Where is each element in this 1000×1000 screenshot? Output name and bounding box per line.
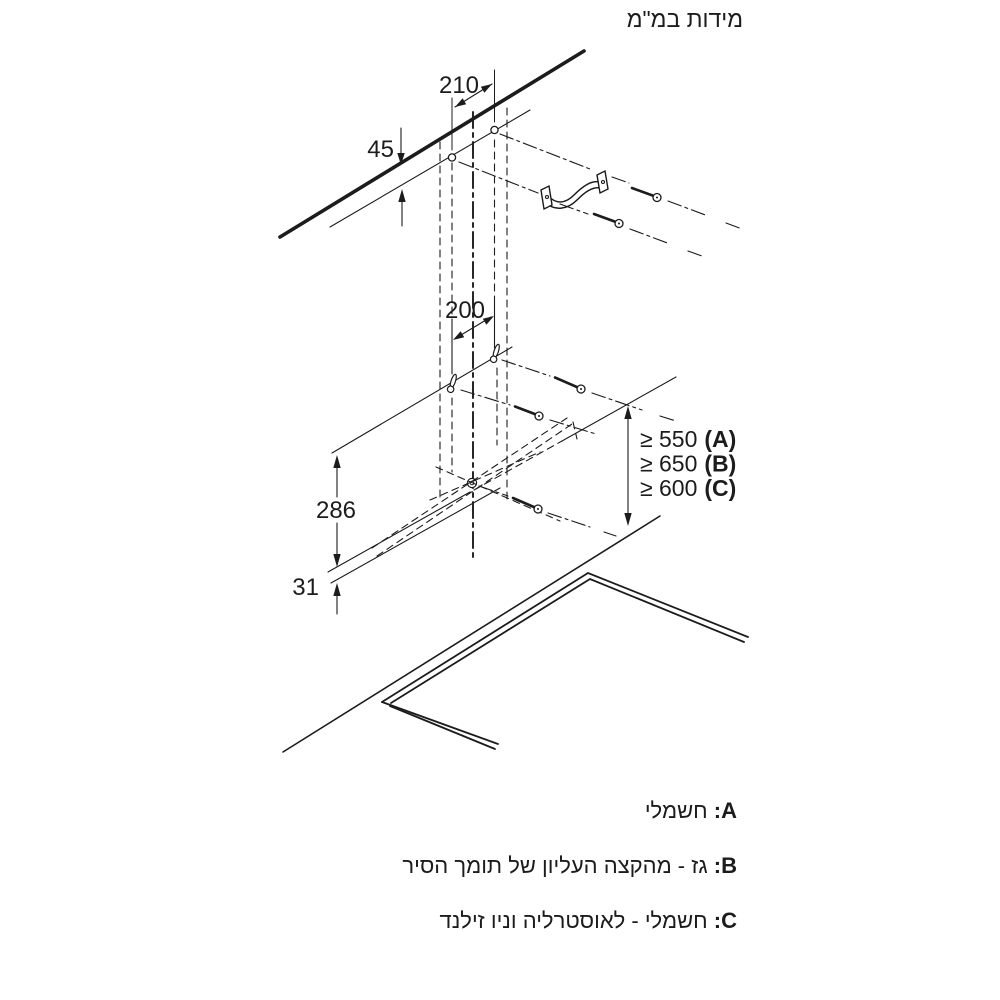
dimension-286-label: 286 — [315, 497, 357, 524]
legend-text: גז - מהקצה העליון של תומך הסיר — [402, 853, 708, 878]
screw-icon — [594, 214, 623, 228]
dimension-31 — [292, 574, 340, 614]
legend-text: חשמלי - לאוסטרליה וניו זילנד — [439, 908, 708, 933]
screw-icon — [479, 486, 616, 536]
legend-letter: A: — [713, 798, 737, 823]
legend-item-a — [402, 798, 737, 824]
screw-icon — [461, 390, 596, 434]
dimension-210 — [439, 72, 492, 107]
clearance-label-a: ≥ 550 (A) — [640, 426, 737, 452]
countertop-and-hob — [283, 516, 748, 752]
dimension-31-label: 31 — [292, 574, 319, 601]
wall-line — [280, 51, 584, 237]
legend-letter: C: — [713, 908, 737, 933]
legend-item-b — [402, 853, 737, 879]
dimension-45-label: 45 — [367, 136, 394, 163]
clearance-label-c: ≥ 600 (C) — [640, 475, 737, 501]
dimension-200-label: 200 — [444, 297, 486, 324]
drill-hole-axis-line — [330, 110, 530, 227]
clearance-labels — [640, 426, 736, 501]
hood-back-edge — [332, 347, 512, 453]
clearance-label-b: ≥ 650 (B) — [640, 450, 737, 477]
legend-item-c — [402, 908, 737, 934]
keyhole-slot-icon — [490, 343, 502, 363]
dimension-210-label: 210 — [438, 72, 480, 99]
countertop-line — [283, 516, 660, 752]
legend — [402, 798, 737, 963]
hood-mounting — [332, 298, 676, 536]
legend-letter: B: — [713, 853, 737, 878]
dimension-45 — [367, 128, 405, 226]
wall-and-drill-holes — [280, 51, 584, 237]
wall-bracket-assembly — [459, 134, 742, 256]
screw-icon — [632, 188, 661, 202]
keyhole-slot-icon — [447, 373, 459, 393]
clearance-dimension — [624, 406, 736, 526]
dimension-286 — [316, 455, 356, 567]
mounting-bracket-icon — [541, 171, 608, 209]
drill-hole-icon — [448, 154, 455, 161]
legend-text: חשמלי — [644, 798, 708, 823]
hood-body-edges — [328, 377, 676, 583]
hob-outline — [382, 573, 748, 749]
diagram-title: מידות במ"מ — [626, 6, 743, 32]
drill-hole-icon — [491, 126, 498, 133]
